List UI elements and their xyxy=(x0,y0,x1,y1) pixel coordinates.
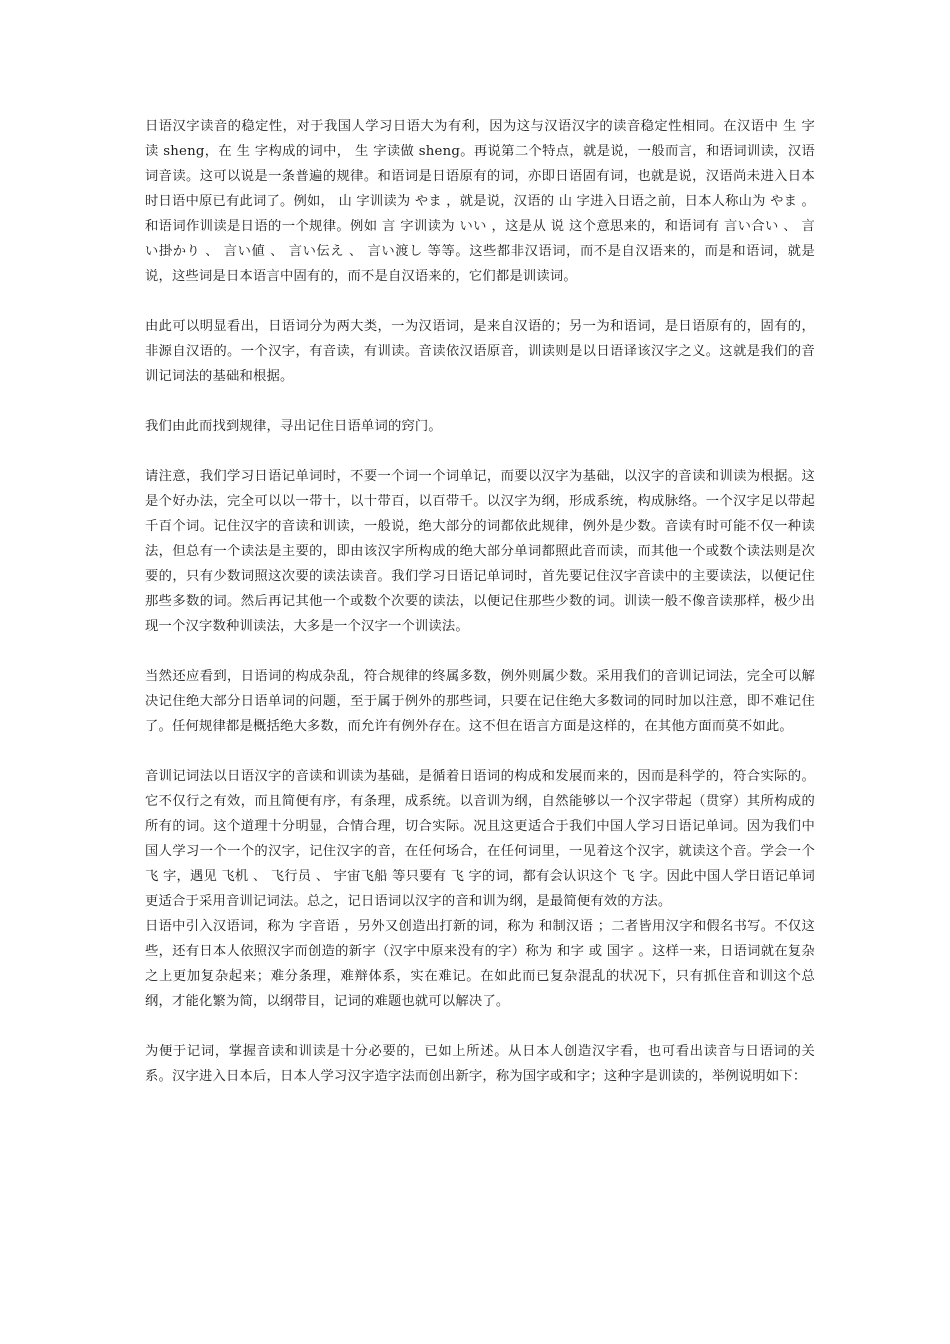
paragraph-3: 我们由此而找到规律，寻出记住日语单词的窍门。 xyxy=(145,419,442,434)
paragraph-8: 为便于记词，掌握音读和训读是十分必要的，已如上所述。从日本人创造汉字看，也可看出读音与日语词的关系。汉字进入日本后，日本人学习汉字造字法而创出新字，称为国字或和字；这种字是训读的，举例说明如下： xyxy=(145,1044,815,1084)
paragraph-5: 当然还应看到，日语词的构成杂乱，符合规律的终属多数，例外则属少数。采用我们的音训记词法，完全可以解决记住绝大部分日语单词的问题，至于属于例外的那些词，只要在记住绝大多数词的同时加以注意，即不难记住了。任何规律都是概括绝大多数，而允许有例外存在。这不但在语言方面是这样的，在其他方面而莫不如此。 xyxy=(145,669,815,734)
paragraph-4: 请注意，我们学习日语记单词时，不要一个词一个词单记，而要以汉字为基础，以汉字的音读和训读为根据。这是个好办法，完全可以以一带十，以十带百，以百带千。以汉字为纲，形成系统，构成脉络。一个汉字足以带起千百个词。记住汉字的音读和训读，一般说，绝大部分的词都依此规律，例外是少数。音读有时可能不仅一种读法，但总有一个读法是主要的，即由该汉字所构成的绝大部分单词都照此音而读，而其他一个或数个读法则是次要的，只有少数词照这次要的读法读音。我们学习日语记单词时，首先要记住汉字音读中的主要读法，以便记住那些多数的词。然后再记其他一个或数个次要的读法，以便记住那些少数的词。训读一般不像音读那样，极少出现一个汉字数种训读法，大多是一个汉字一个训读法。 xyxy=(145,469,815,634)
paragraph-1: 日语汉字读音的稳定性，对于我国人学习日语大为有利，因为这与汉语汉字的读音稳定性相同。在汉语中 生 字读 sheng，在 生 字构成的词中， 生 字读做 sheng。再说第二个特点，就是说，一般而言，和语词训读，汉语词音读。这可以说是一条普遍的规律。和语词是日语原有的词，亦即日语固有词，也就是说，汉语尚未进入日本时日语中原已有此词了。例如， 山 字训读为 やま ，就是说，汉语的 山 字进入日语之前，日本人称山为 やま 。和语词作训读是日语的一个规律。例如 言 字训读为 いい ，这是从 说 这个意思来的，和语词有 言い合い 、 言い掛かり 、 言い値 、 言い伝え 、 言い渡し 等等。这些都非汉语词，而不是自汉语来的，而是和语词，就是说，这些词是日本语言中固有的，而不是自汉语来的，它们都是训读词。 xyxy=(145,119,815,284)
document-body xyxy=(145,114,815,1089)
paragraph-2: 由此可以明显看出，日语词分为两大类，一为汉语词，是来自汉语的；另一为和语词，是日语原有的，固有的，非源自汉语的。一个汉字，有音读，有训读。音读依汉语原音，训读则是以日语译该汉字之义。这就是我们的音训记词法的基础和根据。 xyxy=(145,319,815,384)
paragraph-6: 音训记词法以日语汉字的音读和训读为基础，是循着日语词的构成和发展而来的，因而是科学的，符合实际的。它不仅行之有效，而且简便有序，有条理，成系统。以音训为纲，自然能够以一个汉字带起（贯穿）其所构成的所有的词。这个道理十分明显，合情合理，切合实际。况且这更适合于我们中国人学习日语记单词。因为我们中国人学习一个一个的汉字，记住汉字的音，在任何场合，在任何词里，一见着这个汉字，就读这个音。学会一个 飞 字，遇见 飞机 、 飞行员 、 宇宙飞船 等只要有 飞 字的词，都有会认识这个 飞 字。因此中国人学日语记单词更适合于采用音训记词法。总之，记日语词以汉字的音和训为纲，是最简便有效的方法。 xyxy=(145,769,815,909)
paragraph-7: 日语中引入汉语词，称为 字音语 ，另外又创造出打新的词，称为 和制汉语 ；二者皆用汉字和假名书写。不仅这些，还有日本人依照汉字而创造的新字（汉字中原来没有的字）称为 和字 或 国字 。这样一来，日语词就在复杂之上更加复杂起来；难分条理，难辩体系，实在难记。在如此而已复杂混乱的状况下，只有抓住音和训这个总纲，才能化繁为简，以纲带目，记词的难题也就可以解决了。 xyxy=(145,919,815,1009)
